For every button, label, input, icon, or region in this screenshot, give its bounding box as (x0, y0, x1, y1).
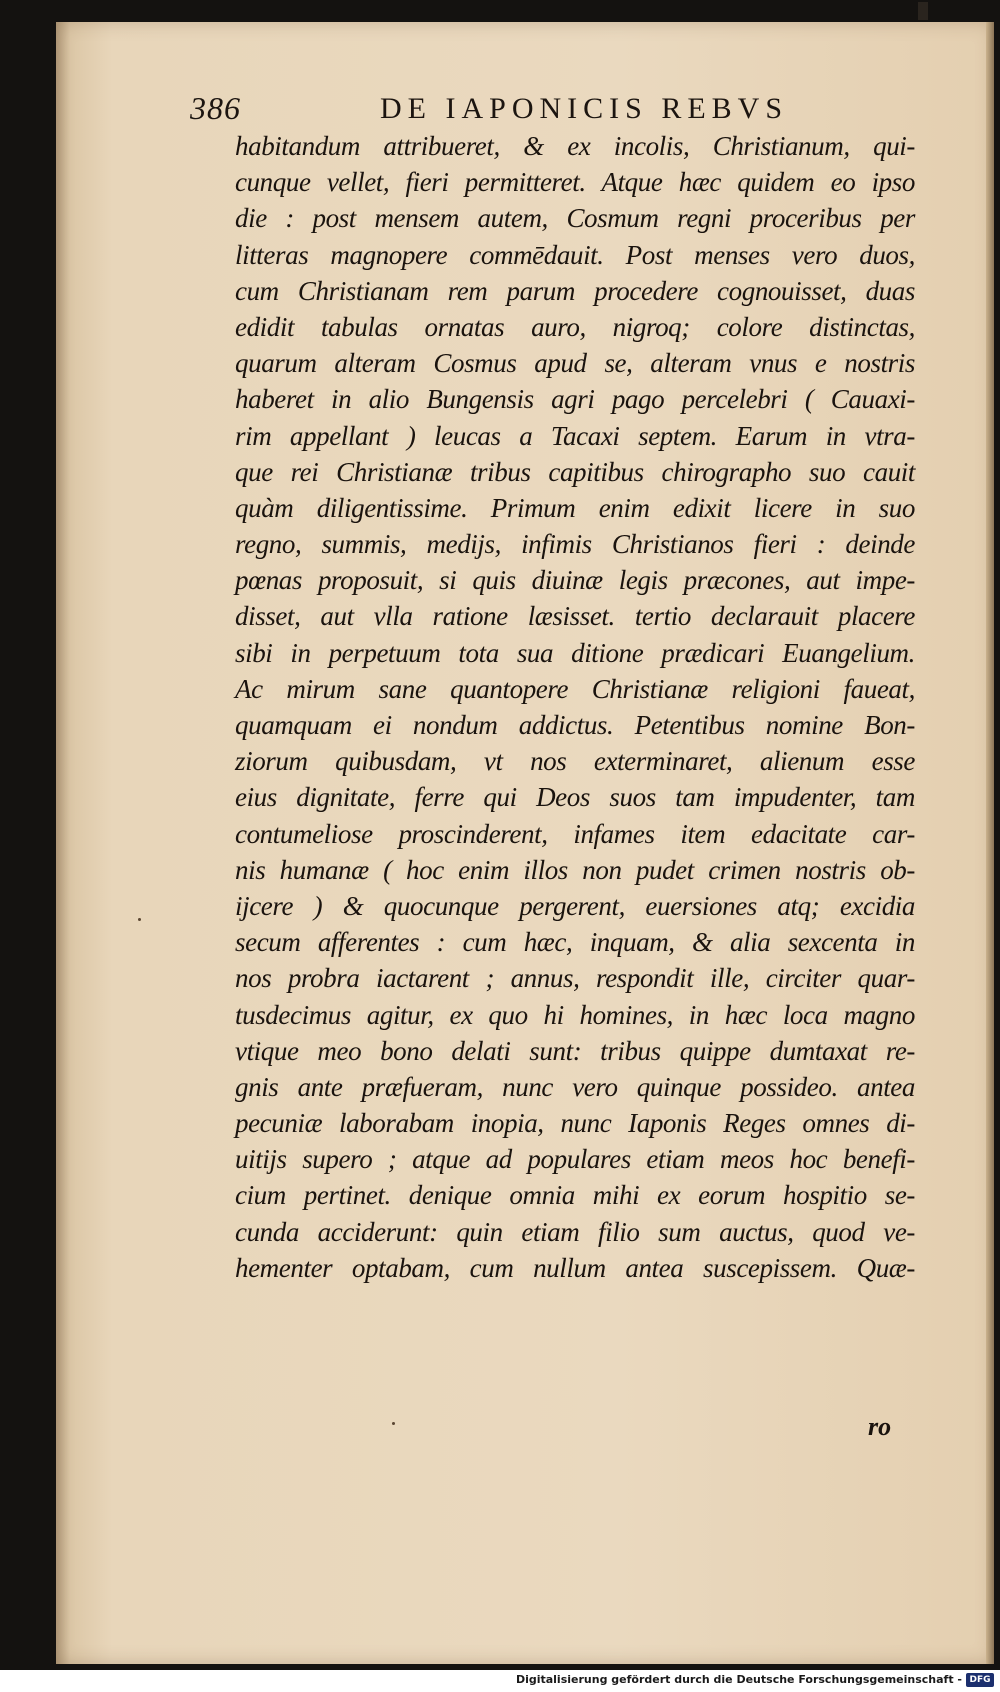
page-edge (986, 22, 994, 1664)
text-line: vtique meo bono delati sunt: tribus quippe dumtaxat re- (235, 1035, 915, 1066)
text-line: sibi in perpetuum tota sua ditione prædicari Euangelium. (235, 637, 915, 668)
text-line: regno, summis, medijs, infimis Christianos fieri : deinde (235, 529, 915, 560)
text-line: gnis ante præfueram, nunc vero quinque possideo. antea (235, 1071, 915, 1102)
funding-credit: Digitalisierung gefördert durch die Deutsche Forschungsgemeinschaft - (515, 1673, 962, 1686)
margin-ink-speck (392, 1422, 395, 1425)
text-line: litteras magnopere commēdauit. Post menses vero duos, (235, 239, 915, 270)
text-line: eius dignitate, ferre qui Deos suos tam impudenter, tam (235, 782, 915, 813)
text-line: nis humanæ ( hoc enim illos non pudet crimen nostris ob- (235, 854, 915, 885)
text-line: nos probra iactarent ; annus, respondit ille, circiter quar- (235, 963, 915, 994)
text-line: Ac mirum sane quantopere Christianæ religioni faueat, (235, 673, 915, 704)
text-line: quamquam ei nondum addictus. Petentibus nomine Bon- (235, 710, 915, 740)
text-line: tusdecimus agitur, ex quo hi homines, in hæc loca magno (235, 999, 915, 1030)
text-line: cunque vellet, fieri permitteret. Atque hæc quidem eo ipso (235, 167, 915, 198)
text-line: quàm diligentissime. Primum enim edixit licere in suo (235, 492, 915, 523)
text-line: edidit tabulas ornatas auro, nigroq; colore distinctas, (235, 311, 915, 342)
text-line: ijcere ) & quocunque pergerent, euersiones atq; excidia (235, 890, 915, 921)
page-gutter (56, 22, 70, 1664)
text-line: que rei Christianæ tribus capitibus chirographo suo cauit (235, 456, 915, 487)
text-line: pecuniæ laborabam inopia, nunc Iaponis Reges omnes di- (235, 1108, 915, 1139)
text-line: ziorum quibusdam, vt nos exterminaret, alienum esse (235, 746, 915, 777)
text-line: pœnas proposuit, si quis diuinæ legis præcones, aut impe- (235, 565, 915, 596)
footer-bar (0, 1670, 1000, 1692)
running-title: DE IAPONICIS REBVS (380, 92, 789, 125)
text-line: cium pertinet. denique omnia mihi ex eorum hospitio se- (235, 1180, 915, 1211)
text-line: cunda acciderunt: quin etiam filio sum auctus, quod ve- (235, 1216, 915, 1247)
text-line: uitijs supero ; atque ad populares etiam meos hoc benefi- (235, 1144, 915, 1175)
text-line: rim appellant ) leucas a Tacaxi septem. Earum in vtra- (235, 420, 915, 451)
text-line: quarum alteram Cosmus apud se, alteram vnus e nostris (235, 348, 915, 379)
text-line: contumeliose proscinderent, infames item edacitate car- (235, 818, 915, 849)
text-line: hementer optabam, cum nullum antea suscepissem. Quæ- (235, 1252, 915, 1283)
margin-ink-speck (138, 918, 141, 921)
text-line: secum afferentes : cum hæc, inquam, & alia sexcenta in (235, 927, 915, 958)
corner-mark (918, 2, 928, 20)
body-text (235, 128, 915, 1286)
text-line: disset, aut vlla ratione læsisset. tertio declarauit placere (235, 601, 915, 632)
text-line: haberet in alio Bungensis agri pago percelebri ( Cauaxi- (235, 384, 915, 415)
catchword: ro (868, 1412, 892, 1441)
text-line: die : post mensem autem, Cosmum regni proceribus per (235, 203, 915, 234)
page-number: 386 (190, 90, 241, 126)
text-line: habitandum attribueret, & ex incolis, Christianum, qui- (235, 131, 915, 161)
text-line: cum Christianam rem parum procedere cognouisset, duas (235, 275, 915, 306)
dfg-logo-icon: DFG (966, 1673, 994, 1687)
